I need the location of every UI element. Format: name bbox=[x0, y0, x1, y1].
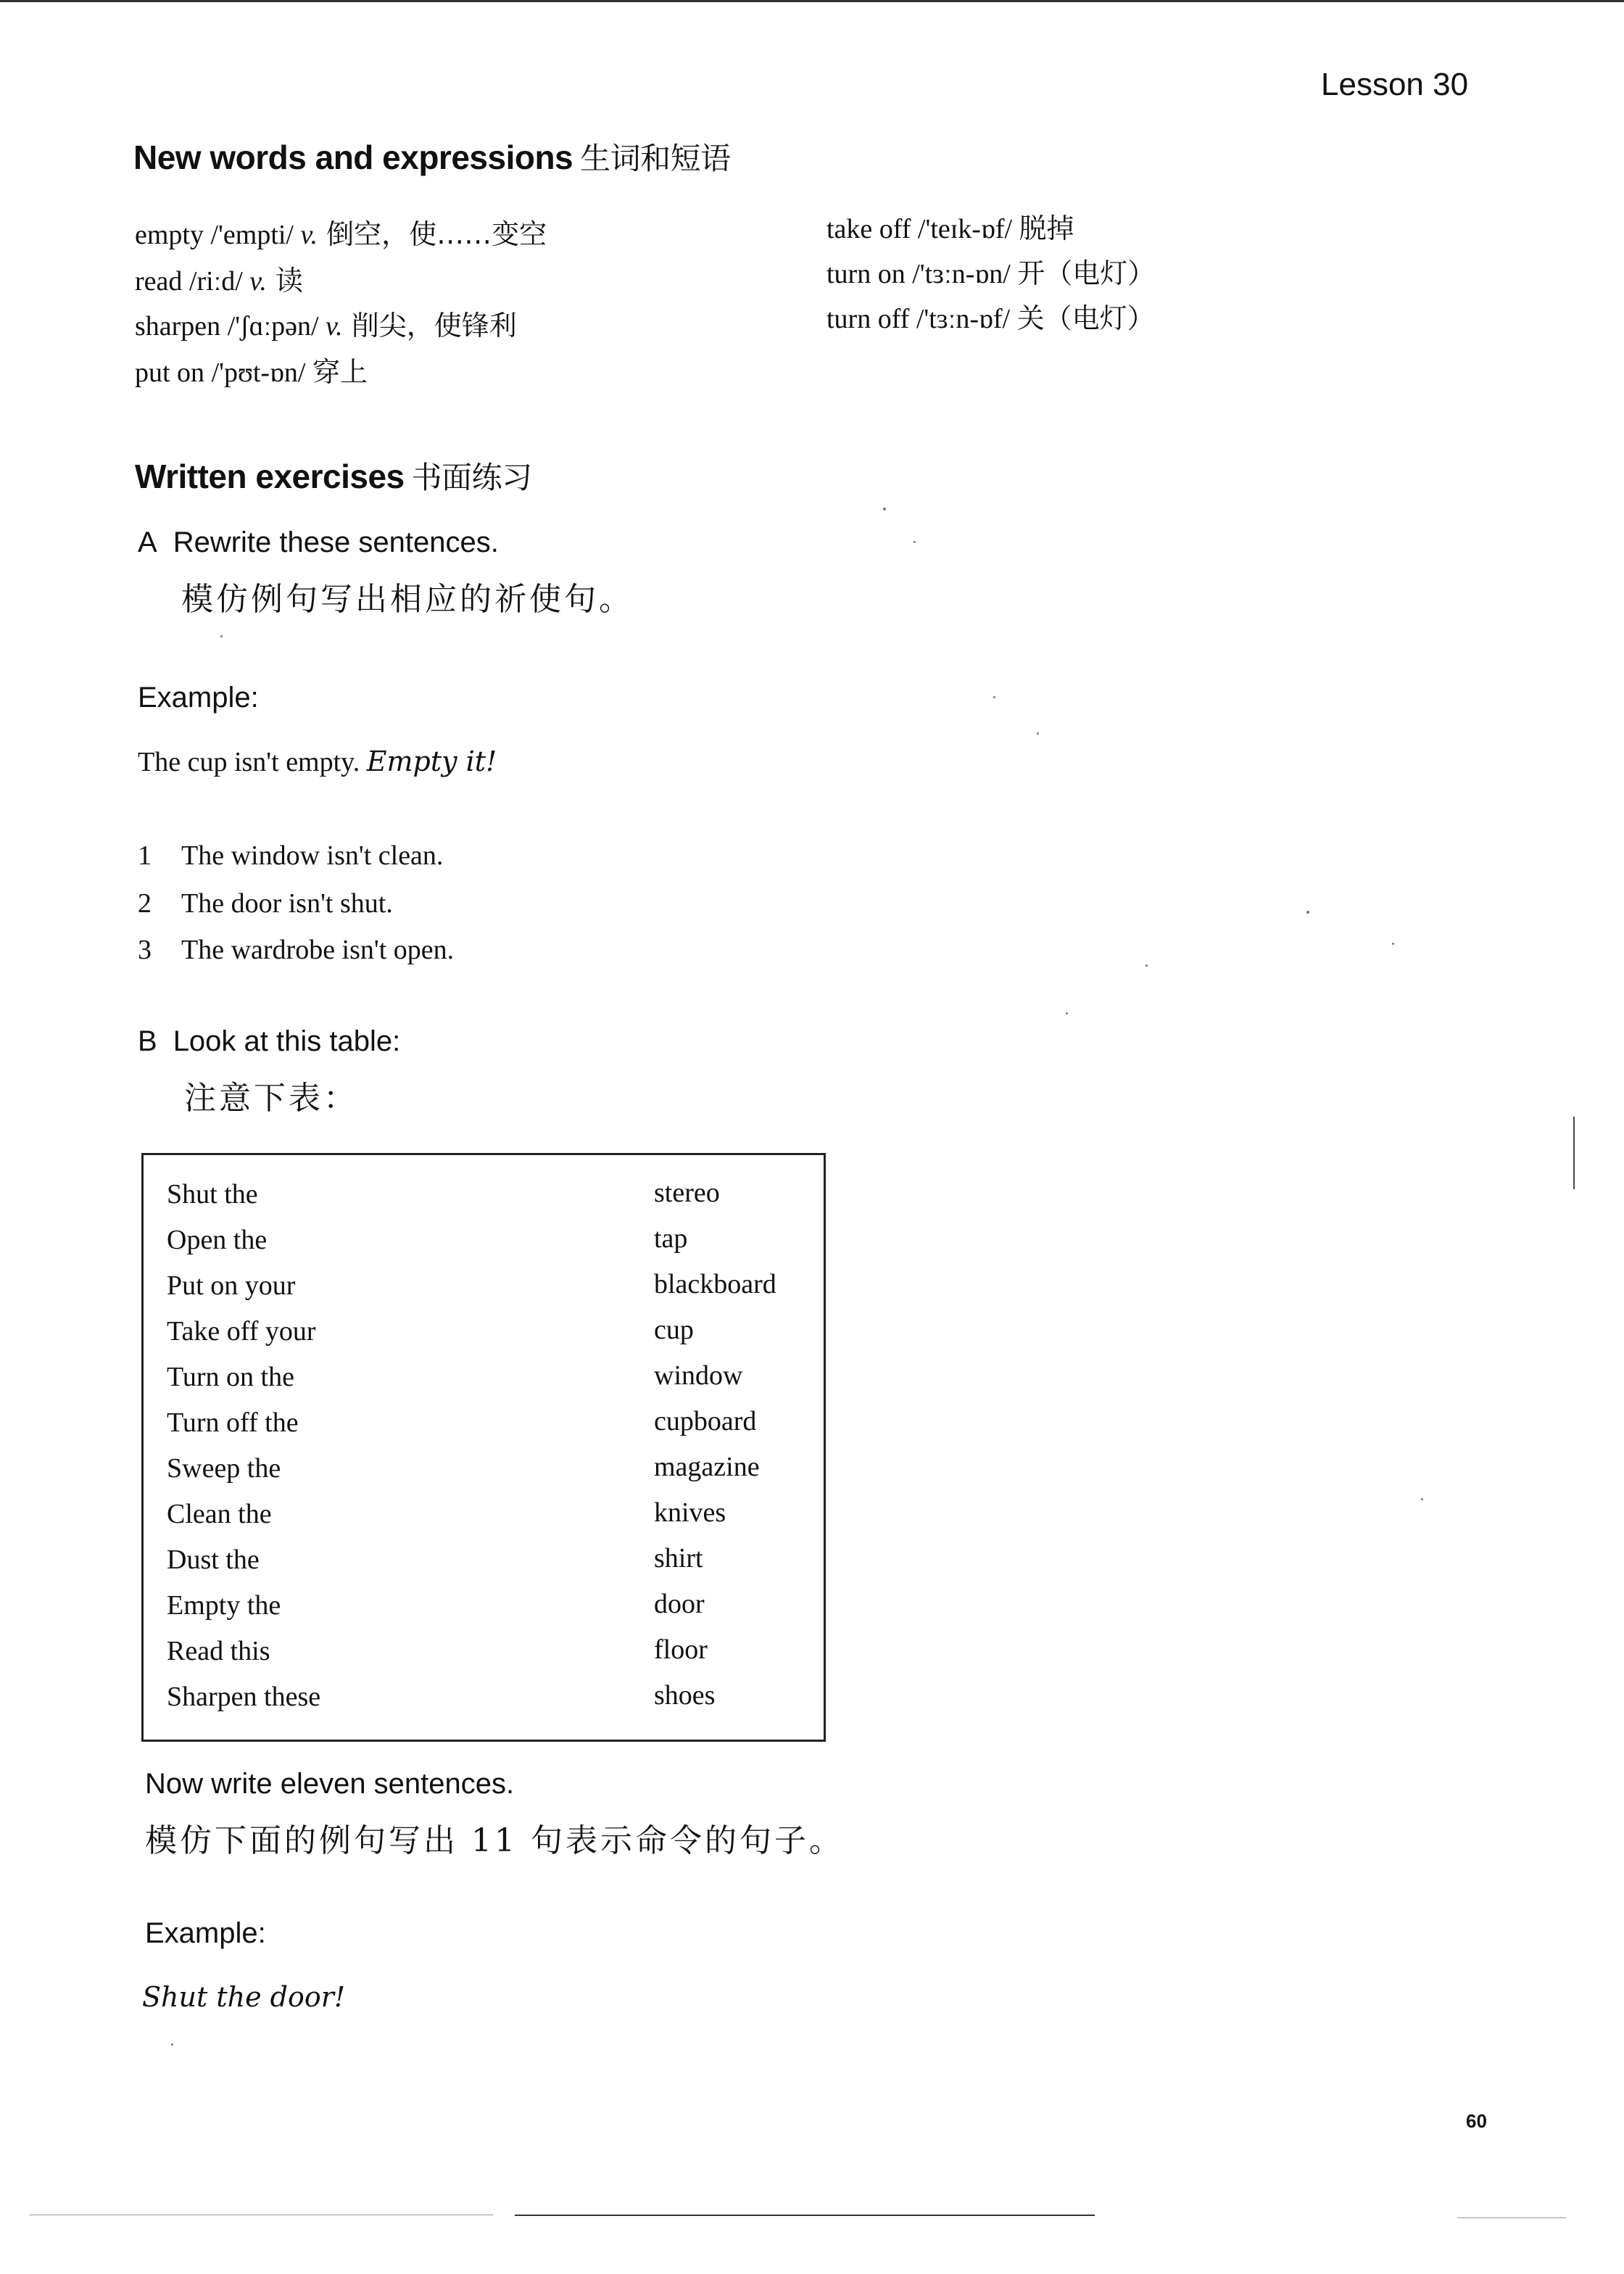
scan-speck bbox=[914, 541, 916, 543]
vocab-meaning: 关（电灯） bbox=[1016, 302, 1155, 334]
vocab-phonetic: /'tɜːn-ɒn/ bbox=[905, 259, 1018, 289]
example-sentence: The cup isn't empty. bbox=[138, 747, 367, 777]
vocab-pos: v. bbox=[300, 220, 318, 250]
vocab-word: turn off bbox=[826, 304, 910, 334]
vocab-word: turn on bbox=[826, 259, 906, 289]
item-number: 1 bbox=[138, 840, 152, 871]
vocab-phonetic: /riːd/ bbox=[182, 266, 250, 297]
table-right-cell: tap bbox=[654, 1223, 688, 1254]
vocab-item-take-off bbox=[826, 206, 1074, 246]
scan-speck bbox=[1421, 1498, 1423, 1500]
scan-speck bbox=[220, 635, 223, 637]
item-text: The wardrobe isn't open. bbox=[181, 935, 455, 965]
vocab-phonetic: /'pʊt-ɒn/ bbox=[204, 357, 312, 388]
vocab-meaning: 脱掉 bbox=[1019, 212, 1074, 244]
table-left-cell: Clean the bbox=[167, 1499, 272, 1529]
table-right-cell: shirt bbox=[654, 1543, 703, 1574]
table-right-cell: door bbox=[654, 1589, 705, 1619]
table-right-cell: knives bbox=[654, 1497, 726, 1528]
now-write-instruction-zh: 模仿下面的例句写出 11 句表示命令的句子。 bbox=[145, 1822, 844, 1859]
table-left-cell: Take off your bbox=[167, 1316, 316, 1347]
vocab-meaning: 开（电灯） bbox=[1017, 257, 1156, 289]
table-left-cell: Shut the bbox=[167, 1179, 258, 1210]
now-write-instruction: Now write eleven sentences. bbox=[145, 1768, 515, 1800]
scan-speck bbox=[1066, 1012, 1068, 1014]
vocab-meaning: 穿上 bbox=[312, 356, 368, 388]
exercise-a-example bbox=[138, 745, 497, 778]
margin-scan-mark bbox=[1573, 1117, 1575, 1189]
vocab-item-put-on bbox=[135, 350, 368, 389]
top-edge-rule bbox=[0, 0, 1624, 2]
vocab-word: empty bbox=[135, 220, 204, 250]
scan-speck bbox=[883, 508, 886, 510]
new-words-heading-en: New words and expressions bbox=[133, 138, 573, 176]
item-text: The door isn't shut. bbox=[181, 888, 393, 919]
bottom-rule-right bbox=[1457, 2217, 1566, 2218]
scan-speck bbox=[171, 2043, 173, 2046]
exercise-b-instruction-zh: 注意下表： bbox=[184, 1080, 358, 1117]
vocab-phonetic: /'teɪk-ɒf/ bbox=[911, 214, 1019, 244]
table-right-cell: blackboard bbox=[654, 1269, 776, 1299]
table-right-cell: floor bbox=[654, 1634, 708, 1665]
table-left-cell: Turn off the bbox=[167, 1407, 299, 1438]
written-exercises-heading-zh: 书面练习 bbox=[411, 460, 532, 495]
table-left-cell: Open the bbox=[167, 1225, 268, 1255]
exercise-b-instruction bbox=[138, 1025, 400, 1058]
written-exercises-heading-en: Written exercises bbox=[135, 458, 405, 495]
vocab-phonetic: /'tɜːn-ɒf/ bbox=[909, 304, 1017, 334]
exercise-a-letter: A bbox=[138, 526, 157, 558]
vocab-item-turn-off bbox=[826, 296, 1155, 336]
table-left-cell: Sharpen these bbox=[167, 1682, 321, 1712]
scan-speck bbox=[1037, 732, 1039, 735]
exercise-a-instruction-zh: 模仿例句写出相应的祈使句。 bbox=[181, 581, 634, 618]
item-text: The window isn't clean. bbox=[181, 840, 444, 871]
vocab-meaning: 削尖，使锋利 bbox=[342, 310, 517, 342]
exercise-b-instruction-text: Look at this table: bbox=[173, 1025, 401, 1057]
page-number: 60 bbox=[1466, 2110, 1487, 2132]
table-right-cell: stereo bbox=[654, 1178, 720, 1208]
vocab-phonetic: /'ʃɑːpən/ bbox=[220, 311, 326, 342]
exercise-b-example-answer: Shut the door! bbox=[142, 1981, 346, 2013]
scan-speck bbox=[1146, 964, 1148, 967]
table-right-cell: window bbox=[654, 1360, 743, 1391]
table-right-cell: magazine bbox=[654, 1452, 760, 1482]
scan-speck bbox=[1392, 943, 1394, 945]
vocab-pos: v. bbox=[326, 311, 343, 342]
vocab-item-turn-on bbox=[826, 251, 1155, 291]
table-right-cell: cup bbox=[654, 1315, 694, 1345]
vocab-word: put on bbox=[135, 357, 205, 388]
scan-speck bbox=[993, 696, 995, 698]
lesson-label: Lesson 30 bbox=[1321, 67, 1469, 102]
vocab-word: take off bbox=[826, 214, 911, 244]
table-left-cell: Read this bbox=[167, 1636, 270, 1666]
table-left-cell: Turn on the bbox=[167, 1362, 294, 1392]
vocab-meaning: 倒空，使……变空 bbox=[318, 218, 547, 250]
exercise-a-example-label: Example: bbox=[138, 682, 259, 714]
vocab-word: read bbox=[135, 266, 183, 297]
vocab-item-read bbox=[135, 258, 303, 298]
exercise-a-instruction-text: Rewrite these sentences. bbox=[173, 526, 499, 558]
exercise-a-instruction bbox=[138, 526, 499, 559]
vocab-word: sharpen bbox=[135, 311, 221, 342]
vocab-phonetic: /'empti/ bbox=[203, 220, 301, 250]
table-right-cell: cupboard bbox=[654, 1406, 757, 1436]
table-left-cell: Sweep the bbox=[167, 1453, 281, 1484]
new-words-heading bbox=[133, 135, 731, 178]
vocab-pos: v. bbox=[249, 266, 267, 297]
exercise-b-example-label: Example: bbox=[145, 1917, 266, 1949]
written-exercises-heading bbox=[135, 454, 532, 497]
vocab-item-sharpen bbox=[135, 303, 517, 343]
substitution-table bbox=[141, 1153, 826, 1742]
example-answer: Empty it! bbox=[366, 745, 497, 777]
table-left-cell: Empty the bbox=[167, 1590, 281, 1621]
item-number: 2 bbox=[138, 888, 152, 919]
bottom-rule bbox=[515, 2215, 1095, 2216]
vocab-item-empty bbox=[135, 212, 547, 252]
new-words-heading-zh: 生词和短语 bbox=[580, 141, 731, 176]
exercise-b-letter: B bbox=[138, 1025, 157, 1057]
table-left-cell: Dust the bbox=[167, 1545, 260, 1575]
table-right-cell: shoes bbox=[654, 1680, 716, 1711]
table-left-cell: Put on your bbox=[167, 1270, 296, 1301]
exercise-a-item-2 bbox=[138, 888, 393, 919]
vocab-meaning: 读 bbox=[266, 265, 303, 297]
exercise-a-item-1 bbox=[138, 840, 443, 872]
item-number: 3 bbox=[138, 935, 152, 965]
scan-speck bbox=[1306, 911, 1309, 914]
exercise-a-item-3 bbox=[138, 934, 454, 966]
